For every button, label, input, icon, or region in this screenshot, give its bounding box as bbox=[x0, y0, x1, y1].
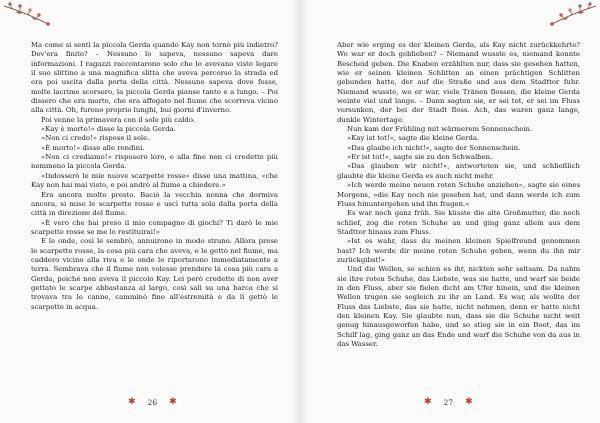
paragraph: »Er ist tot!«, sagte sie zu den Schwalben. bbox=[347, 153, 493, 162]
paragraph: «Kay è morto!» disse la piccola Gerda. bbox=[41, 125, 176, 134]
paragraph: Aber wie erging es der kleinen Gerda, als Kay nicht zurückkehrte? Wo war er doch geblieben? – Niemand wusste es, niemand konnte Bescheid geben. Die Knaben erzählten nur, dass sie gesehen hatten, wie er seinen kleinen Schlitten an einen prächtigen Schlitten gebunden hatte, der auf die Straße und aus dem Stadttor fuhr. Niemand wusste, wo er war, viele Tränen flossen, die kleine Gerda weinte viel und lange. – Dann sagten sie, er sei tot, er sei im Fluss versunken, der bei der Stadt floss. Ach, das waren ganz lange, dunkle Wintertage. bbox=[337, 41, 580, 124]
flower-sprig-icon bbox=[544, 2, 598, 28]
paragraph: »Kay ist tot!«, sagte die kleine Gerda. bbox=[347, 134, 480, 143]
paragraph: »Das glaube ich nicht!«, sagte der Sonnenschein. bbox=[347, 143, 521, 152]
flower-sprig-icon bbox=[2, 2, 56, 28]
paragraph: «È vero che hai preso il mio compagno di giochi? Ti darò le mie scarpette rosse se me lo restituirai!» bbox=[31, 218, 278, 236]
star-ornament-icon: ✱ bbox=[424, 397, 432, 407]
star-ornament-icon: ✱ bbox=[128, 397, 136, 407]
right-page bbox=[302, 0, 600, 423]
paragraph: E le onde, così le sembrò, annuirono in modo strano. Allora prese le scarpette rosse, la cosa più cara che aveva, e le gettò nel fiume, ma caddero vicino alla riva e le onde le riportarono immediatamente a terra. Sembrava che il fiume non volesse prendere la cosa più cara a Gerda, poiché non aveva il piccolo Kay. Lei però credette di non aver gettato le scarpe abbastanza al largo, così salì su una barca che si trovava tra le canne, camminò fino all'estremità e da lì gettò le scarpette in acqua. bbox=[31, 237, 278, 311]
paragraph: Und die Wellen, so schien es ihr, nickten sehr seltsam. Da nahm sie ihre roten Schuhe, das Liebste, was sie hatte, und warf sie beide in den Fluss, aber sie fielen dicht am Ufer hinein, und die kleinen Wellen trugen sie sogleich zu ihr an Land. Es war, als wollte der Fluss das Liebste, das sie hatte, nicht nehmen, denn er hatte nicht den kleinen Kay. Sie glaubte nun, dass sie die Schuhe nicht weit genug hinausgeworfen habe, und so stieg sie in ein Boot, das im Schilf lag, ging ganz an das Ende und warf die Schuhe von da aus in das Wasser. bbox=[337, 265, 580, 348]
paragraph: «Non ci credo!» rispose il sole. bbox=[41, 134, 150, 143]
gutter-shadow bbox=[290, 0, 298, 423]
paragraph: »Ich werde meine neuen roten Schuhe anziehen«, sagte sie eines Morgens, »die Kay noch nie gesehen hat, und dann werde ich zum Fluss hinuntergehen und ihn fragen.« bbox=[337, 181, 580, 208]
page-number: 27 bbox=[443, 398, 454, 407]
paragraph: Era ancora molto presto. Baciò la vecchia nonna che dormiva ancora, si mise le scarpette rosse e uscì tutta sola dalla porta della città in direzione del fiume. bbox=[31, 190, 278, 218]
left-page bbox=[0, 0, 298, 423]
paragraph: «Non ci crediamo!» risposero loro, e alla fine non ci credette più nemmeno la piccola Gerda. bbox=[31, 153, 278, 171]
paragraph: Nun kam der Frühling mit wärmerem Sonnenschein. bbox=[347, 125, 533, 134]
paragraph: »Ist es wahr, dass du meinen kleinen Spielfreund genommen hast? Ich werde dir meine roten Schuhe geben, wenn du ihn mir zurückgibst!« bbox=[337, 237, 580, 264]
right-body-text bbox=[337, 41, 580, 349]
star-ornament-icon: ✱ bbox=[465, 397, 473, 407]
gutter-shadow bbox=[302, 0, 310, 423]
left-body-text bbox=[31, 41, 278, 312]
paragraph: Es war noch ganz früh. Sie küsste die alte Großmutter, die noch schlief, zog die roten Schuhe an und ging ganz allein aus dem Stadttor hinaus zum Fluss. bbox=[337, 209, 580, 236]
page-footer bbox=[424, 398, 473, 407]
page-number: 26 bbox=[147, 398, 158, 407]
paragraph: »Das glauben wir nicht!«, antworteten sie, und schließlich glaubte die kleine Gerda es auch nicht mehr. bbox=[337, 162, 580, 180]
paragraph: Poi venne la primavera con il sole più caldo. bbox=[41, 115, 196, 124]
paragraph: Ma come si sentì la piccola Gerda quando Kay non tornò più indietro? Dov'era finito? – Nessuno lo sapeva, nessuno sapeva dare informazioni. I ragazzi raccontarono solo che lo avevano visto legare il suo slittino a una magnifica slitta che aveva percorso la strada ed era poi uscita dalla porta della città. Nessuno sapeva dove fosse, molte lacrime scorsero, la piccola Gerda pianse tanto e a lungo. – Poi dissero che era morto, che era affogato nel fiume che scorreva vicino alla città. Oh, furono proprio lunghi, bui giorni d'inverno. bbox=[31, 41, 278, 115]
paragraph: «È morto!» disse alle rondini. bbox=[41, 143, 145, 152]
star-ornament-icon: ✱ bbox=[169, 397, 177, 407]
paragraph: «Indosserò le mie nuove scarpette rosse» disse una mattina, «che Kay non hai mai visto, e poi andrò al fiume a chiedere.» bbox=[31, 171, 278, 190]
page-footer bbox=[128, 398, 177, 407]
